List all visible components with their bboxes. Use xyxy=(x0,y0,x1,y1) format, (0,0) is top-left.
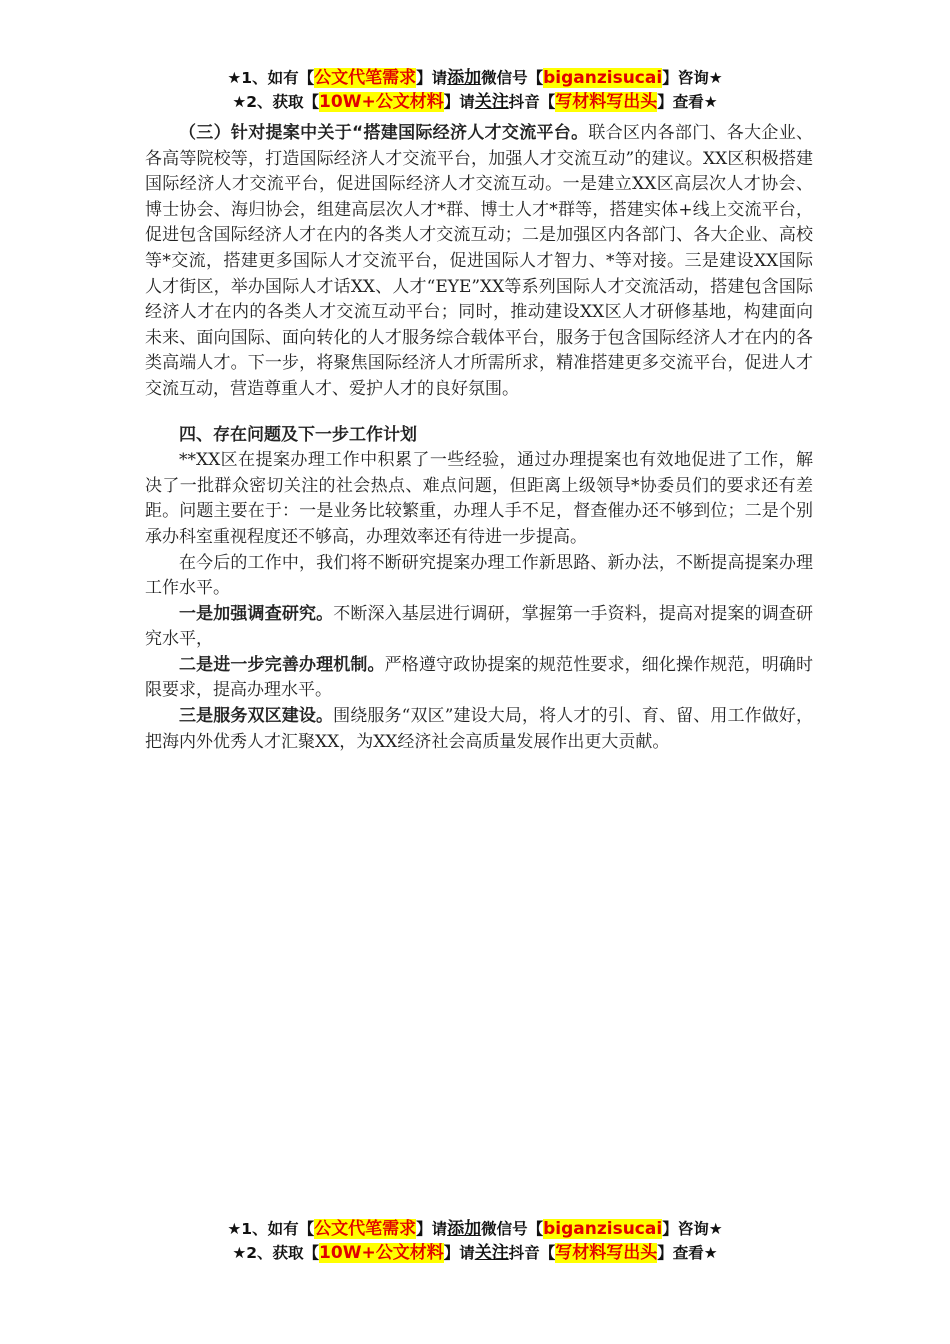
banner-text: ★2、获取【 xyxy=(232,93,320,111)
banner-line-2 xyxy=(0,90,950,114)
paragraph-text: 不断深入基层进行调研，掌握第一手资料，提高对提案的调查研究水平， xyxy=(145,603,813,650)
paragraph-future: 在今后的工作中，我们将不断研究提案办理工作新思路、新办法，不断提高提案办理工作水平。 xyxy=(145,552,813,599)
paragraph-text: 严格遵守政协提案的规范性要求，细化操作规范，明确时限要求，提高办理水平。 xyxy=(145,654,814,701)
banner-highlight: 10W+公文材料 xyxy=(319,1243,444,1263)
banner-text: ★2、获取【 xyxy=(232,1244,320,1262)
banner-line-1 xyxy=(0,66,950,90)
paragraph-lead: 一是加强调查研究。 xyxy=(179,603,334,624)
banner-underline: 添加 xyxy=(447,1219,482,1239)
banner-highlight: 公文代笔需求 xyxy=(314,1219,417,1239)
paragraph-problems: **XX区在提案办理工作中积累了一些经验，通过办理提案也有效地促进了工作，解决了一批群众密切关注的社会热点、难点问题，但距离上级领导*协委员们的要求还有差距。问题主要在于：一是业务比较繁重，办理人手不足，督查催办还不够到位；二是个别承办科室重视程度还不够高，办理效率还有待进一步提高。 xyxy=(145,450,813,547)
banner-line-2 xyxy=(0,1241,950,1265)
banner-text: ★1、如有【 xyxy=(227,69,315,87)
banner-underline: 关注 xyxy=(474,92,509,112)
banner-text: 】查看★ xyxy=(657,1244,718,1262)
banner-text: 】请 xyxy=(443,1244,475,1262)
banner-highlight: 10W+公文材料 xyxy=(319,92,444,112)
paragraph-lead: 二是进一步完善办理机制。 xyxy=(179,654,385,675)
paragraph-lead: （三）针对提案中关于“搭建国际经济人才交流平台。 xyxy=(179,123,589,143)
banner-text: 微信号【 xyxy=(481,1220,544,1238)
top-banner xyxy=(0,66,950,114)
paragraph-plan-2 xyxy=(145,653,813,704)
section-heading: 四、存在问题及下一步工作计划 xyxy=(179,424,417,445)
bottom-banner xyxy=(0,1217,950,1265)
spacer xyxy=(145,403,813,423)
banner-underline: 添加 xyxy=(447,68,482,88)
paragraph-plan-1 xyxy=(145,602,813,653)
banner-highlight: biganzisucai xyxy=(543,68,663,88)
banner-underline: 关注 xyxy=(474,1243,509,1263)
banner-text: ★1、如有【 xyxy=(227,1220,315,1238)
banner-text: 】咨询★ xyxy=(662,1220,723,1238)
banner-line-1 xyxy=(0,1217,950,1241)
banner-highlight: biganzisucai xyxy=(543,1219,663,1239)
banner-text: 微信号【 xyxy=(481,69,544,87)
paragraph-text: 联合区内各部门、各大企业、各高等院校等，打造国际经济人才交流平台，加强人才交流互动”的建议。XX区积极搭建国际经济人才交流平台，促进国际经济人才交流互动。一是建立XX区高层次人才协会、博士协会、海归协会，组建高层次人才*群、博士人才*群等，搭建实体+线上交流平台，促进包含国际经济人才在内的各类人才交流互动；二是加强区内各部门、各大企业、高校等*交流，搭建更多国际人才交流平台，促进国际人才智力、*等对接。三是建设XX国际人才街区，举办国际人才话XX、人才“EYE”XX等系列国际人才交流活动，搭建包含国际经济人才在内的各类人才交流互动平台；同时，推动建设XX区人才研修基地，构建面向未来、面向国际、面向转化的人才服务综合载体平台，服务于包含国际经济人才在内的各类高端人才。下一步，将聚焦国际经济人才所需所求，精准搭建更多交流平台，促进人才交流互动，营造尊重人才、爱护人才的良好氛围。 xyxy=(145,123,813,399)
paragraph-lead: 三是服务双区建设。 xyxy=(179,706,334,727)
banner-text: 】咨询★ xyxy=(662,69,723,87)
document-body xyxy=(145,121,813,755)
banner-text: 】请 xyxy=(416,69,448,87)
banner-text: 抖音【 xyxy=(508,1244,556,1262)
banner-highlight: 公文代笔需求 xyxy=(314,68,417,88)
paragraph-3-platform xyxy=(145,121,813,403)
paragraph-text: 围绕服务“双区”建设大局，将人才的引、育、留、用工作做好，把海内外优秀人才汇聚XX，为XX经济社会高质量发展作出更大贡献。 xyxy=(145,706,813,752)
banner-text: 】查看★ xyxy=(657,93,718,111)
banner-text: 抖音【 xyxy=(508,93,556,111)
banner-highlight: 写材料写出头 xyxy=(555,1243,658,1263)
paragraph-plan-3 xyxy=(145,704,813,755)
banner-text: 】请 xyxy=(443,93,475,111)
banner-highlight: 写材料写出头 xyxy=(555,92,658,112)
banner-text: 】请 xyxy=(416,1220,448,1238)
